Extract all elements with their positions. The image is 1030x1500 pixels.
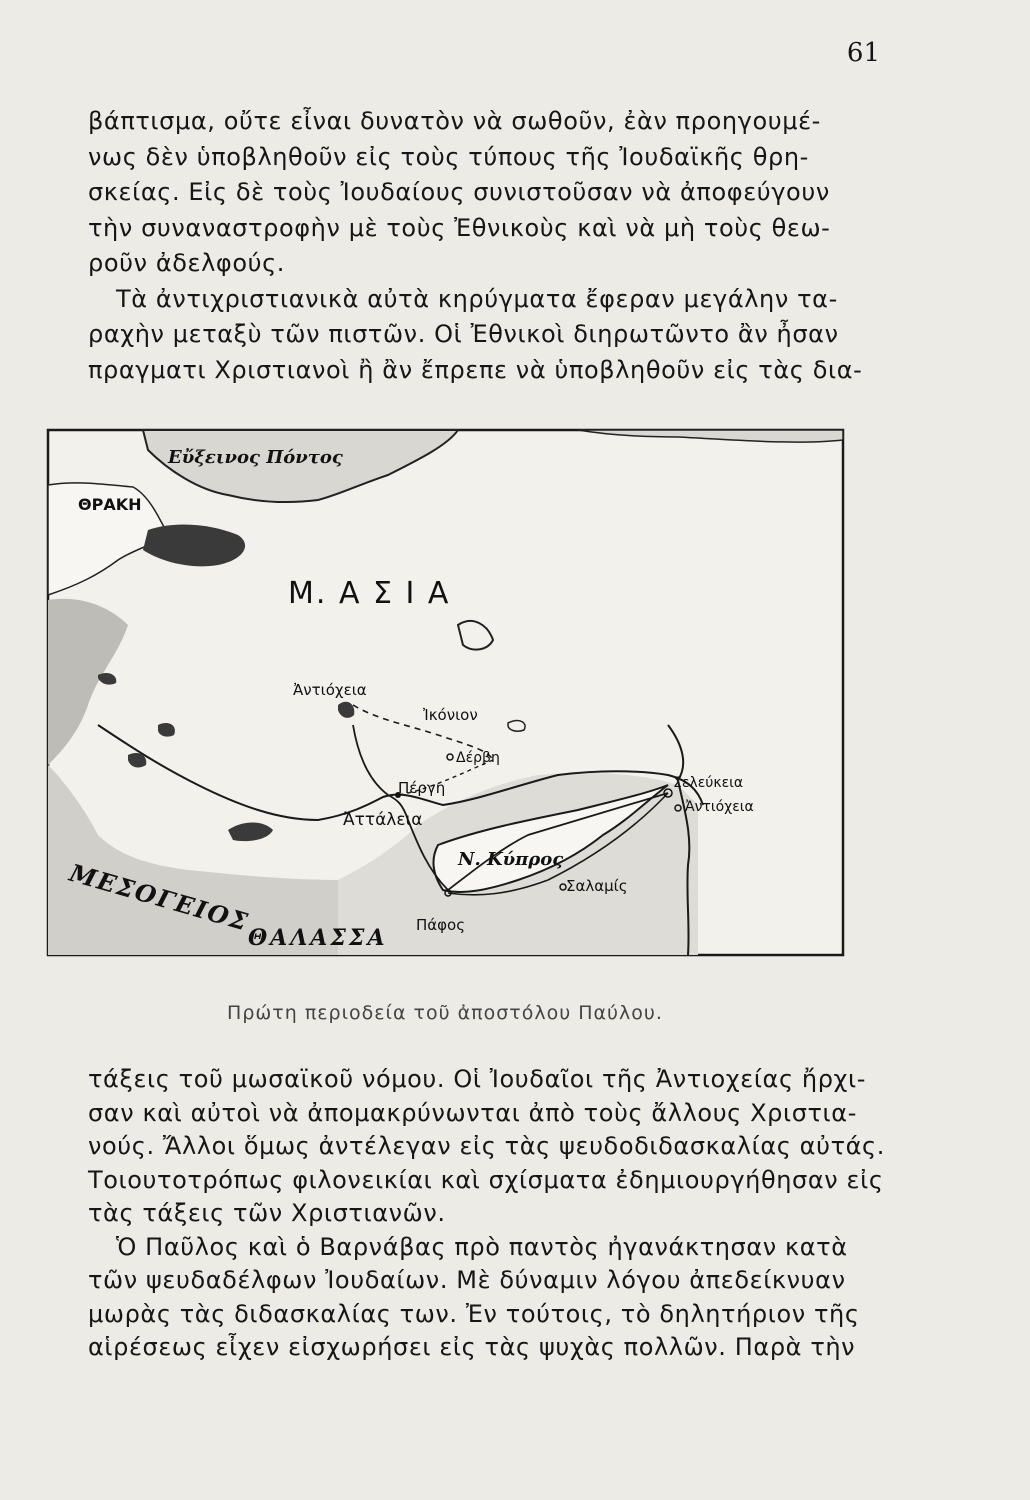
text-line: τάξεις τοῦ μωσαϊκοῦ νόμου. Οἱ Ἰουδαῖοι τῆς Ἀντιοχείας ἤρχι- — [88, 1065, 866, 1093]
paragraph — [88, 282, 883, 389]
label-perge: Πέργη — [398, 779, 446, 797]
text-line: Τὰ ἀντιχριστιανικὰ αὐτὰ κηρύγματα ἔφεραν μεγάλην τα- — [116, 284, 838, 313]
label-antiocheia-pisidia: Ἀντιόχεια — [293, 681, 367, 699]
top-text-block — [88, 104, 883, 388]
paragraph — [88, 1231, 883, 1365]
paragraph — [88, 104, 883, 282]
text-line: Ὁ Παῦλος καὶ ὁ Βαρνάβας πρὸ παντὸς ἠγανάκτησαν κατὰ — [116, 1232, 848, 1261]
text-line: ραχὴν μεταξὺ τῶν πιστῶν. Οἱ Ἐθνικοὶ διηρωτῶντο ἂν ἦσαν — [88, 320, 839, 348]
text-line: νως δὲν ὑποβληθοῦν εἰς τοὺς τύπους τῆς Ἰουδαϊκῆς θρη- — [88, 142, 809, 171]
label-attaleia: Ἀττάλεια — [343, 810, 423, 830]
text-line: αἱρέσεως εἶχεν εἰσχωρήσει εἰς τὰς ψυχὰς πολλῶν. Παρὰ τὴν — [88, 1333, 856, 1361]
label-derbi: Δέρβη — [456, 750, 500, 766]
map-figure — [38, 425, 853, 960]
label-salamis: Σαλαμίς — [566, 877, 628, 895]
text-line: σκείας. Εἰς δὲ τοὺς Ἰουδαίους συνιστοῦσαν νὰ ἀποφεύγουν — [88, 178, 830, 206]
paragraph — [88, 1063, 883, 1231]
label-antiocheia-syria: Ἀντιόχεια — [685, 799, 754, 815]
label-mesogeios: ΜΕΣΟΓΕΙΟΣ — [66, 857, 253, 937]
label-kypros: Ν. Κύπρος — [458, 849, 564, 870]
label-thraki: ΘΡΑΚΗ — [78, 495, 142, 514]
label-ikonion: Ἰκόνιον — [423, 706, 478, 724]
page-number: 61 — [846, 38, 880, 68]
text-line: μωρὰς τὰς διδασκαλίας των. Ἐν τούτοις, τὸ δηλητήριον τῆς — [88, 1299, 860, 1328]
label-pafos: Πάφος — [416, 916, 466, 934]
label-seleukeia: Σελεύκεια — [673, 775, 744, 791]
text-line: πραγματι Χριστιανοὶ ἢ ἂν ἔπρεπε νὰ ὑποβληθοῦν εἰς τὰς δια- — [88, 355, 863, 384]
label-asia: Μ. Α Σ Ι Α — [288, 576, 451, 611]
text-line: Τοιουτοτρόπως φιλονεικίαι καὶ σχίσματα ἐδημιουργήθησαν εἰς — [88, 1165, 884, 1194]
label-euxeinos: Εὔξεινος Πόντος — [168, 447, 343, 468]
text-line: τῶν ψευδαδέλφων Ἰουδαίων. Μὲ δύναμιν λόγου ἀπεδείκνυαν — [88, 1266, 846, 1294]
text-line: ροῦν ἀδελφούς. — [88, 249, 286, 277]
text-line: νούς. Ἄλλοι ὅμως ἀντέλεγαν εἰς τὰς ψευδοδιδασκαλίας αὐτάς. — [88, 1132, 885, 1160]
text-line: βάπτισμα, οὔτε εἶναι δυνατὸν νὰ σωθοῦν, ἐὰν προηγουμέ- — [88, 107, 821, 135]
map-svg — [38, 425, 853, 960]
bottom-text-block — [88, 1063, 883, 1365]
text-line: σαν καὶ αὐτοὶ νὰ ἀπομακρύνωνται ἀπὸ τοὺς ἄλλους Χριστια- — [88, 1098, 857, 1127]
text-line: τὴν συναναστροφὴν μὲ τοὺς Ἐθνικοὺς καὶ νὰ μὴ τοὺς θεω- — [88, 213, 831, 242]
map-caption: Πρώτη περιοδεία τοῦ ἀποστόλου Παύλου. — [227, 1002, 663, 1024]
label-thalassa: ΘΑΛΑΣΣΑ — [248, 925, 388, 951]
text-line: τὰς τάξεις τῶν Χριστιανῶν. — [88, 1199, 446, 1227]
